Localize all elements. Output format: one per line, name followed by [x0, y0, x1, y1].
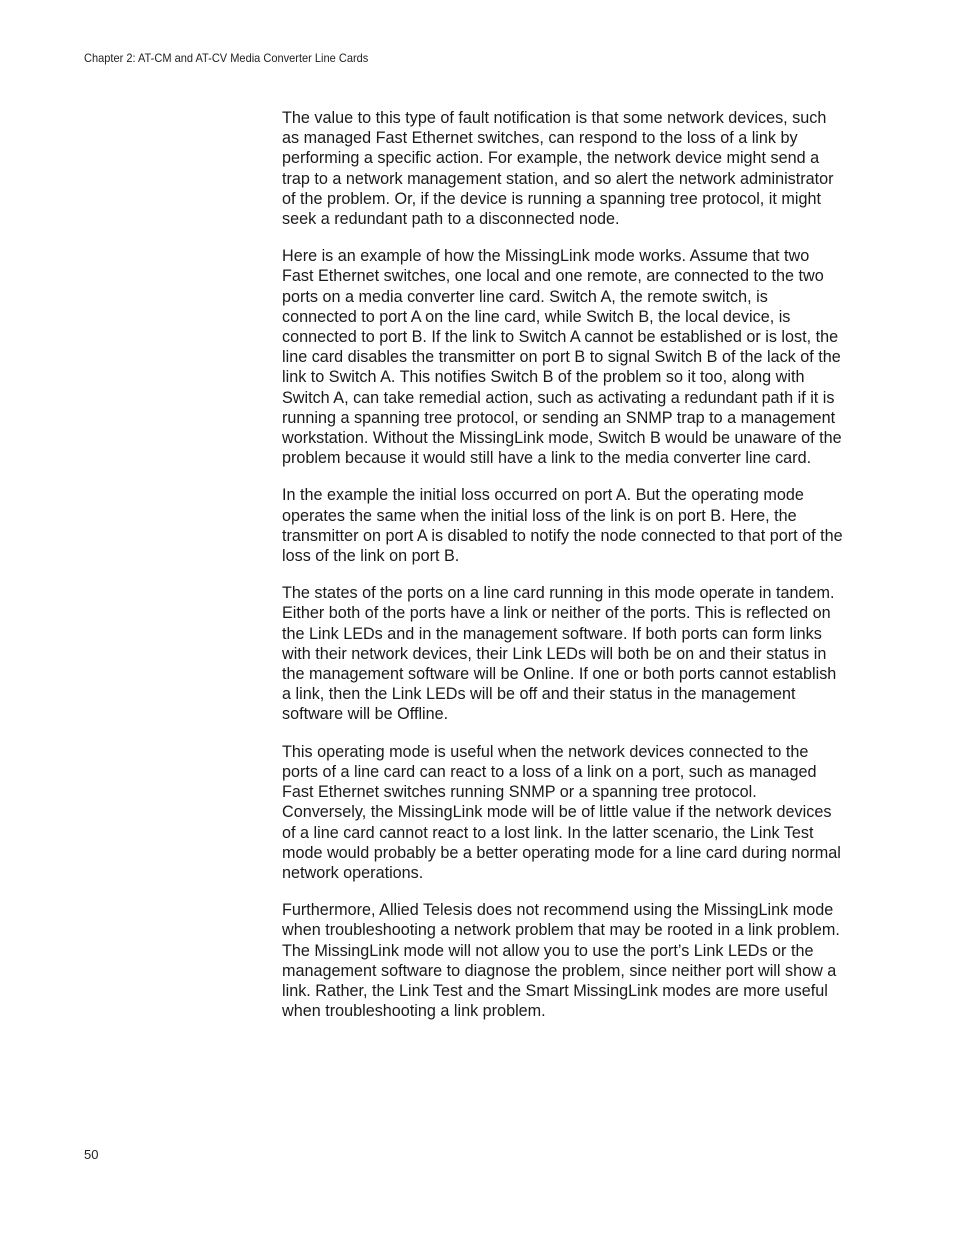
paragraph-troubleshooting-recommendation: Furthermore, Allied Telesis does not recommend using the MissingLink mode when troubleshooting a network problem that may be rooted in a link problem. The MissingLink mode will not allow you to use the port’s Link LEDs or the management software to diagnose the problem, since neither port will show a link. Rather, the Link Test and the Smart MissingLink modes are more useful when troubleshooting a link problem.	[282, 901, 840, 1021]
paragraph-fault-notification-value: The value to this type of fault notification is that some network devices, such as managed Fast Ethernet switches, can respond to the loss of a link by performing a specific action. For example, the network device might send a trap to a network management station, and so alert the network administrator of the problem. Or, if the device is running a spanning tree protocol, it might seek a redundant path to a disconnected node.	[282, 109, 834, 229]
page-number: 50	[84, 1147, 99, 1162]
paragraph-mode-usefulness: This operating mode is useful when the network devices connected to the ports of a line card can react to a loss of a link on a port, such as managed Fast Ethernet switches running SNMP or a spanning tree protocol. Conversely, the MissingLink mode will be of little value if the network devices of a line card cannot react to a lost link. In the latter scenario, the Link Test mode would probably be a better operating mode for a line card during normal network operations.	[282, 742, 841, 882]
running-header-chapter-title: Chapter 2: AT-CM and AT-CV Media Converter Line Cards	[84, 51, 369, 65]
body-text	[282, 108, 844, 1038]
paragraph-missinglink-example: Here is an example of how the MissingLink mode works. Assume that two Fast Ethernet switches, one local and one remote, are connected to the two ports on a media converter line card. Switch A, the remote switch, is connected to port A on the line card, while Switch B, the local device, is connected to port B. If the link to Switch A cannot be established or is lost, the line card disables the transmitter on port B to signal Switch B of the lack of the link to Switch A. This notifies Switch B of the problem so it too, along with Switch A, can take remedial action, such as activating a redundant path if it is running a spanning tree protocol, or sending an SNMP trap to a management workstation. Without the MissingLink mode, Switch B would be unaware of the problem because it would still have a link to the media converter line card.	[282, 247, 842, 468]
paragraph-port-states-tandem: The states of the ports on a line card running in this mode operate in tandem. Either both of the ports have a link or neither of the ports. This is reflected on the Link LEDs and in the management software. If both ports can form links with their network devices, their Link LEDs will both be on and their status in the management software will be Online. If one or both ports cannot establish a link, then the Link LEDs will be off and their status in the management software will be Offline.	[282, 584, 837, 724]
paragraph-initial-loss-port-a: In the example the initial loss occurred on port A. But the operating mode operates the same when the initial loss of the link is on port B. Here, the transmitter on port A is disabled to notify the node connected to that port of the loss of the link on port B.	[282, 486, 843, 566]
